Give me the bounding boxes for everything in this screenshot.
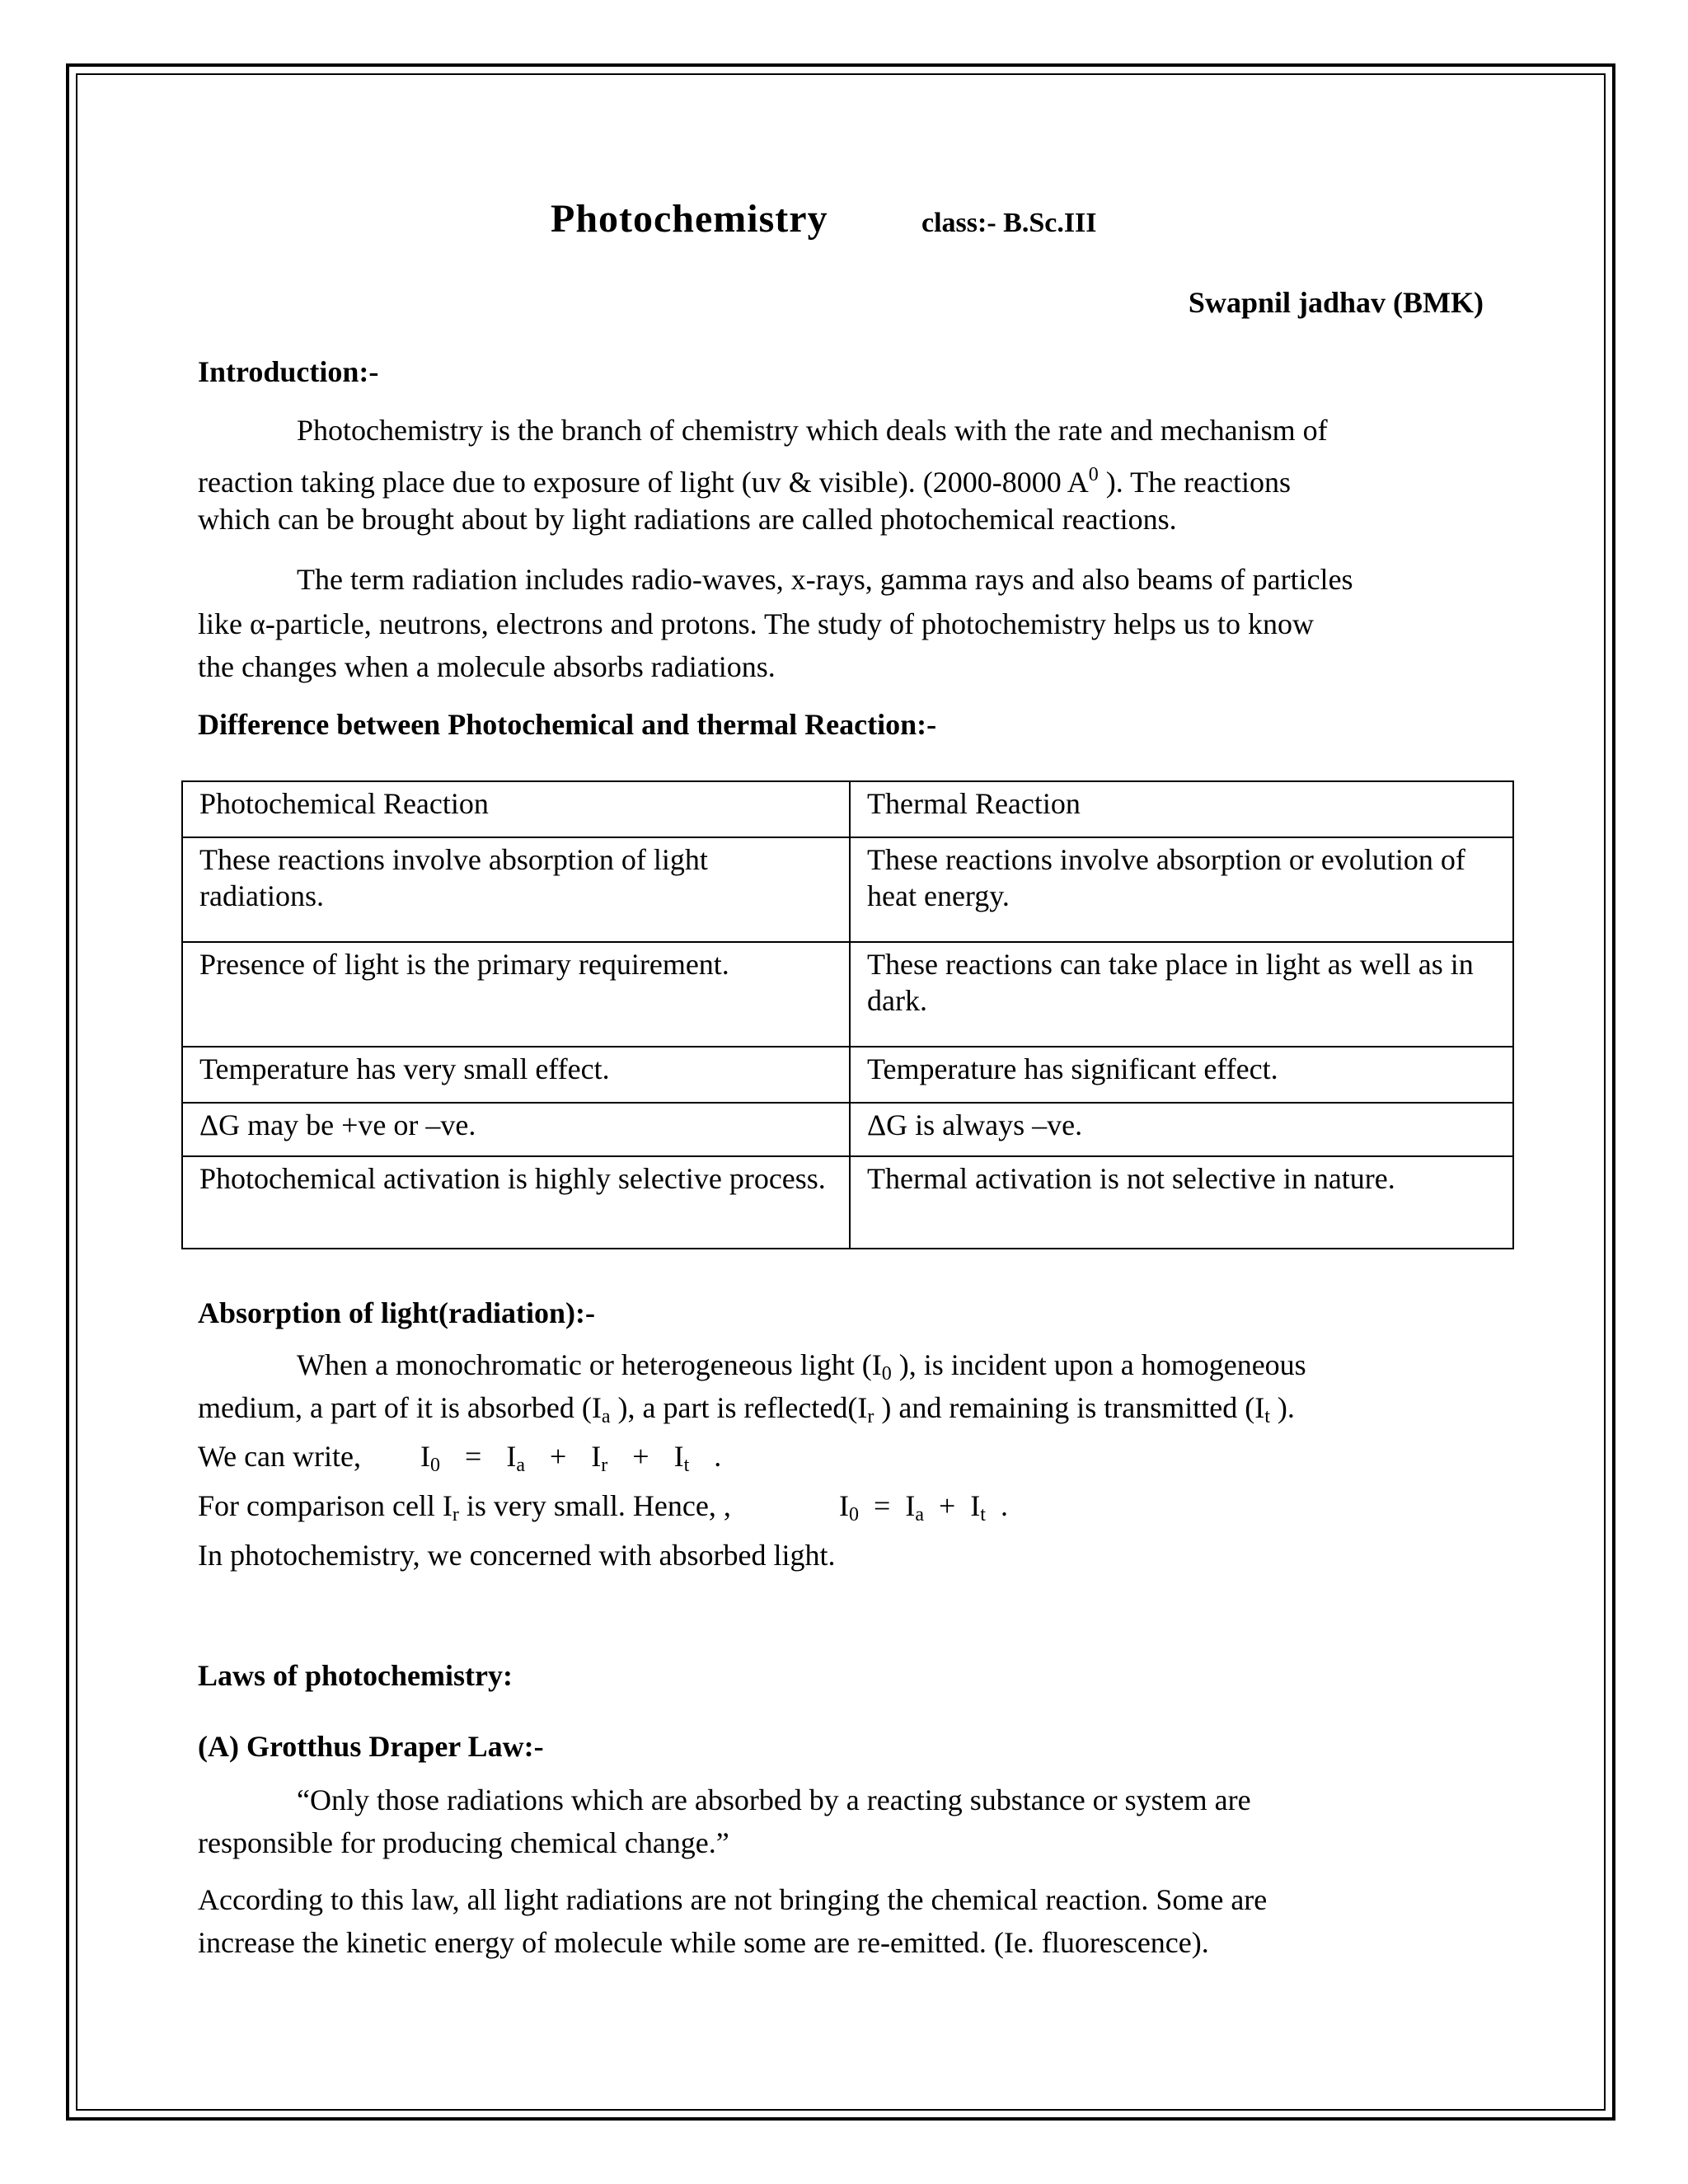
- absorption-line1: When a monochromatic or heterogeneous light ($I_0$ ), is incident upon a homogeneous: [297, 1348, 1306, 1385]
- intro-p1-line1: Photochemistry is the branch of chemistry which deals with the rate and mechanism of: [297, 414, 1328, 447]
- law-quote-line2: responsible for producing chemical change.”: [198, 1826, 729, 1859]
- table-header-cell: Thermal Reaction: [850, 781, 1513, 837]
- intro-p2-line3: the changes when a molecule absorbs radiations.: [198, 650, 776, 683]
- page-title: Photochemistry: [551, 197, 828, 241]
- intro-heading: Introduction:-: [198, 355, 379, 388]
- we-can-write: We can write,: [198, 1440, 361, 1473]
- equation-1: $I_0 = I_a + I_r + I_t$ .: [420, 1440, 722, 1476]
- law-explanation-line1: According to this law, all light radiations are not bringing the chemical reaction. Some are: [198, 1883, 1268, 1916]
- class-label: class:- B.Sc.III: [921, 208, 1097, 238]
- table-cell: These reactions involve absorption of light radiations.: [182, 837, 850, 942]
- author-name: Swapnil jadhav (BMK): [1188, 286, 1484, 319]
- table-row: [182, 1103, 1513, 1156]
- absorption-line5: In photochemistry, we concerned with absorbed light.: [198, 1539, 836, 1572]
- table-cell: Temperature has very small effect.: [182, 1047, 850, 1103]
- table-row: [182, 781, 1513, 837]
- table-header-cell: Photochemical Reaction: [182, 781, 850, 837]
- table-row: [182, 942, 1513, 1047]
- intro-p2-line1: The term radiation includes radio-waves, x-rays, gamma rays and also beams of particles: [297, 563, 1353, 596]
- table-cell: Temperature has significant effect.: [850, 1047, 1513, 1103]
- table-cell: These reactions can take place in light as well as in dark.: [850, 942, 1513, 1047]
- law-quote-line1: “Only those radiations which are absorbed by a reacting substance or system are: [297, 1783, 1251, 1816]
- table-cell: Photochemical activation is highly selective process.: [182, 1156, 850, 1249]
- grotthus-heading: (A) Grotthus Draper Law:-: [198, 1730, 544, 1763]
- difference-table: [181, 780, 1514, 1249]
- table-row: [182, 837, 1513, 942]
- table-cell: Thermal activation is not selective in nature.: [850, 1156, 1513, 1249]
- intro-p2-line2: like α-particle, neutrons, electrons and protons. The study of photochemistry helps us to know: [198, 607, 1314, 640]
- table-cell: ΔG is always –ve.: [850, 1103, 1513, 1156]
- comparison-line: For comparison cell $I_r$ is very small. Hence, ,: [198, 1489, 731, 1526]
- table-row: [182, 1047, 1513, 1103]
- table-cell: These reactions involve absorption or evolution of heat energy.: [850, 837, 1513, 942]
- equation-2: $I_0 = I_a + I_t$ .: [839, 1489, 1008, 1526]
- difference-heading: Difference between Photochemical and thermal Reaction:-: [198, 708, 937, 741]
- law-explanation-line2: increase the kinetic energy of molecule while some are re-emitted. (Ie. fluorescence).: [198, 1926, 1209, 1959]
- table-cell: ΔG may be +ve or –ve.: [182, 1103, 850, 1156]
- table-cell: Presence of light is the primary requirement.: [182, 942, 850, 1047]
- absorption-line2: medium, a part of it is absorbed ($I_a$ ), a part is $reflected(I_r$ ) and remaining is transmitted ($I_t$ ).: [198, 1391, 1295, 1427]
- intro-p1-line3: which can be brought about by light radiations are called photochemical reactions.: [198, 503, 1177, 536]
- table-row: [182, 1156, 1513, 1249]
- absorption-heading: Absorption of light(radiation):-: [198, 1296, 596, 1329]
- laws-heading: Laws of photochemistry:: [198, 1659, 513, 1692]
- intro-p1-line2: reaction taking place due to exposure of light (uv & visible). (2000-8000 $A^0$ ). The reactions: [198, 464, 1291, 499]
